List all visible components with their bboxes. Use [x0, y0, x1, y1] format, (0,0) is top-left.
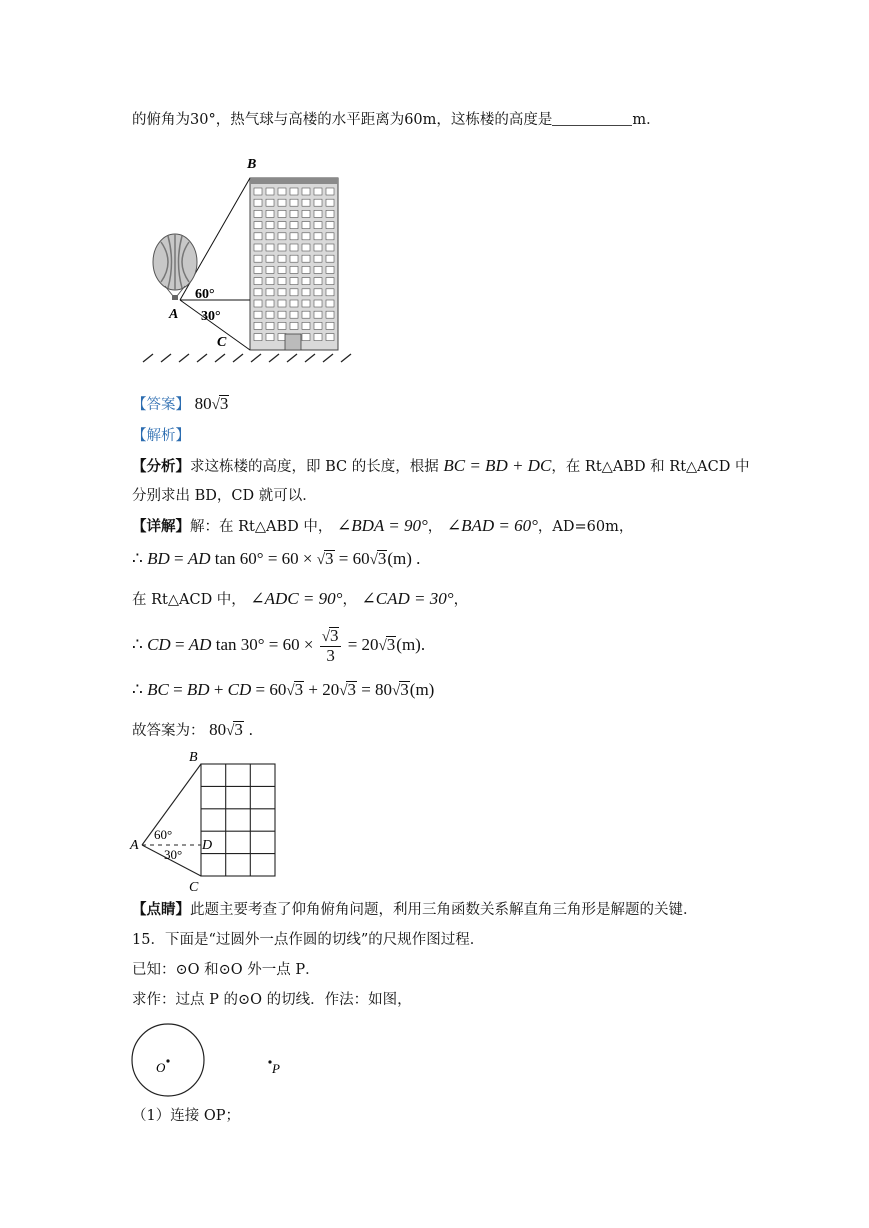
building-window [302, 210, 310, 217]
q14-unit: m． [632, 112, 661, 128]
label-angle-30: 30° [201, 309, 221, 324]
conclusion-value: 80√3 [209, 720, 243, 739]
building-window [326, 289, 334, 296]
building-window [254, 300, 262, 307]
step-1: ∴ BD = AD tan 60° = 60 × √3 = 60√3(m) . [132, 549, 421, 568]
building-window [266, 289, 274, 296]
building-window [326, 334, 334, 341]
building-window [290, 188, 298, 195]
building-window [254, 289, 262, 296]
circle-point-figure [128, 1020, 298, 1100]
label-B: B [247, 157, 257, 172]
building-window [314, 289, 322, 296]
q14-stem: 的俯角为30°，热气球与高楼的水平距离为60m，这栋楼的高度是 [132, 112, 553, 128]
fenxi-tag: 【分析】 [132, 458, 190, 475]
q14-stem-line [132, 110, 661, 130]
building-window [266, 233, 274, 240]
building-window [290, 300, 298, 307]
building-window [254, 266, 262, 273]
xiangjie-formula-2: ∠BAD = 60° [446, 516, 538, 535]
fig2-label-A: A [130, 838, 139, 853]
building-window [278, 266, 286, 273]
analysis-tag-line [132, 426, 190, 446]
answer-tag: 【答案】 [132, 397, 190, 413]
building-window [266, 334, 274, 341]
fig2-label-C: C [189, 880, 199, 895]
xiangjie-line: 【详解】解：在 Rt△ABD 中， ∠BDA = 90°， ∠BAD = 60°，AD=60m， [132, 516, 634, 535]
building-window [326, 300, 334, 307]
line-AC [180, 300, 250, 350]
step-2-text: 在 Rt△ACD 中， [132, 592, 246, 608]
building-window [290, 222, 298, 229]
fenxi-text-2: ，在 Rt△ABD 和 Rt△ACD 中 [551, 459, 750, 475]
building-window [290, 233, 298, 240]
label-O: O [156, 1060, 166, 1075]
building-window [254, 210, 262, 217]
building-window [290, 311, 298, 318]
building-window [302, 188, 310, 195]
building-window [254, 233, 262, 240]
building-window [326, 322, 334, 329]
building-window [266, 244, 274, 251]
answer-line [132, 394, 229, 415]
building-window [302, 233, 310, 240]
building-window [266, 322, 274, 329]
building-window [314, 199, 322, 206]
building-window [314, 233, 322, 240]
building-window [314, 210, 322, 217]
fenxi-line-2 [132, 486, 317, 506]
grid-building-figure [128, 748, 288, 896]
building-window [314, 266, 322, 273]
building-window [314, 244, 322, 251]
building-window [266, 278, 274, 285]
dianjing-text: 此题主要考查了仰角俯角问题，利用三角函数关系解直角三角形是解题的关键． [190, 902, 698, 918]
xiangjie-formula-1: ∠BDA = 90° [336, 516, 428, 535]
building-window [326, 278, 334, 285]
building-window [326, 210, 334, 217]
building-window [302, 255, 310, 262]
building-window [278, 300, 286, 307]
conclusion-line: 故答案为： 80√3 . [132, 720, 254, 739]
step-2-formula-1: ∠ADC = 90° [250, 589, 343, 608]
building-window [290, 199, 298, 206]
label-angle-60: 60° [195, 287, 215, 302]
building-window [290, 266, 298, 273]
dianjing-line [132, 900, 698, 920]
building-window [254, 222, 262, 229]
building-window [290, 244, 298, 251]
building-window [326, 311, 334, 318]
fenxi-formula: BC = BD + DC [443, 456, 552, 475]
building-window [302, 199, 310, 206]
building-window [302, 289, 310, 296]
building-window [278, 255, 286, 262]
q15-step-1: （1）连接 OP； [132, 1108, 240, 1124]
building-window [266, 266, 274, 273]
building-window [326, 233, 334, 240]
label-A: A [169, 307, 179, 322]
building-window [302, 244, 310, 251]
building-window [314, 334, 322, 341]
building-window [290, 322, 298, 329]
building-window [254, 311, 262, 318]
building-window [326, 199, 334, 206]
building-window [278, 210, 286, 217]
building-window [278, 199, 286, 206]
xiangjie-tail: ，AD=60m， [537, 519, 634, 535]
building-window [326, 255, 334, 262]
building-window [254, 255, 262, 262]
q15-title: 15．下面是“过圆外一点作圆的切线”的尺规作图过程． [132, 932, 485, 948]
building-window [314, 322, 322, 329]
building-window [266, 255, 274, 262]
building-window [302, 322, 310, 329]
building-window [302, 222, 310, 229]
step-2-formula-2: ∠CAD = 30° [361, 589, 454, 608]
building-window [302, 266, 310, 273]
building-window [278, 311, 286, 318]
building-window [326, 244, 334, 251]
building-window [278, 222, 286, 229]
building-window [326, 266, 334, 273]
building-window [290, 210, 298, 217]
building-window [254, 334, 262, 341]
xiangjie-text: 解：在 Rt△ABD 中， [190, 519, 333, 535]
fig2-label-B: B [189, 750, 198, 765]
building-window [254, 188, 262, 195]
q15-find: 求作：过点 P 的⊙O 的切线．作法：如图， [132, 992, 412, 1008]
building-window [278, 278, 286, 285]
dianjing-tag: 【点睛】 [132, 901, 190, 918]
building-window [314, 188, 322, 195]
building-window [290, 255, 298, 262]
fenxi-text-1: 求这栋楼的高度，即 BC 的长度，根据 [190, 459, 439, 475]
building-window [278, 188, 286, 195]
building-window [314, 255, 322, 262]
label-P: P [272, 1061, 280, 1076]
building-window [326, 188, 334, 195]
building-window [278, 322, 286, 329]
building-window [278, 233, 286, 240]
answer-blank [552, 111, 632, 126]
xiangjie-tag: 【详解】 [132, 518, 190, 535]
building-window [314, 300, 322, 307]
building-window [266, 222, 274, 229]
label-C: C [217, 335, 227, 350]
building-window [302, 311, 310, 318]
fig2-label-30: 30° [164, 847, 183, 862]
building-window [266, 199, 274, 206]
hot-air-balloon [153, 234, 197, 300]
building-window [314, 278, 322, 285]
building-window [266, 188, 274, 195]
building-window [254, 278, 262, 285]
building-window [266, 300, 274, 307]
building-window [326, 222, 334, 229]
building-window [290, 289, 298, 296]
q15-given: 已知：⊙O 和⊙O 外一点 P． [132, 962, 320, 978]
answer-value: 80√3 [194, 394, 229, 413]
building-window [302, 300, 310, 307]
ground-hatch [143, 354, 351, 362]
step-4: ∴ BC = BD + CD = 60√3 + 20√3 = 80√3(m) [132, 680, 435, 699]
building-window [290, 278, 298, 285]
building-window [254, 244, 262, 251]
building-window [254, 322, 262, 329]
fenxi-text-3: 分别求出 BD，CD 就可以． [132, 488, 317, 504]
building-window [314, 311, 322, 318]
step-2-line: 在 Rt△ACD 中， ∠ADC = 90°， ∠CAD = 30°， [132, 589, 469, 608]
conclusion-text: 故答案为： [132, 723, 205, 739]
balloon-building-figure [135, 150, 365, 370]
step-3: ∴ CD = AD tan 30° = 60 × $\frac{√3}{3}$ = 20√3(m). [132, 626, 426, 666]
building-window [302, 334, 310, 341]
fenxi-line-1 [132, 456, 749, 477]
building-window [278, 244, 286, 251]
building-window [314, 222, 322, 229]
analysis-tag: 【解析】 [132, 428, 190, 444]
fig2-label-60: 60° [154, 827, 173, 842]
fig2-label-D: D [202, 838, 213, 853]
building-window [302, 278, 310, 285]
building-window [278, 289, 286, 296]
building-door [285, 334, 301, 350]
building-window [266, 210, 274, 217]
building-window [266, 311, 274, 318]
building-window [254, 199, 262, 206]
